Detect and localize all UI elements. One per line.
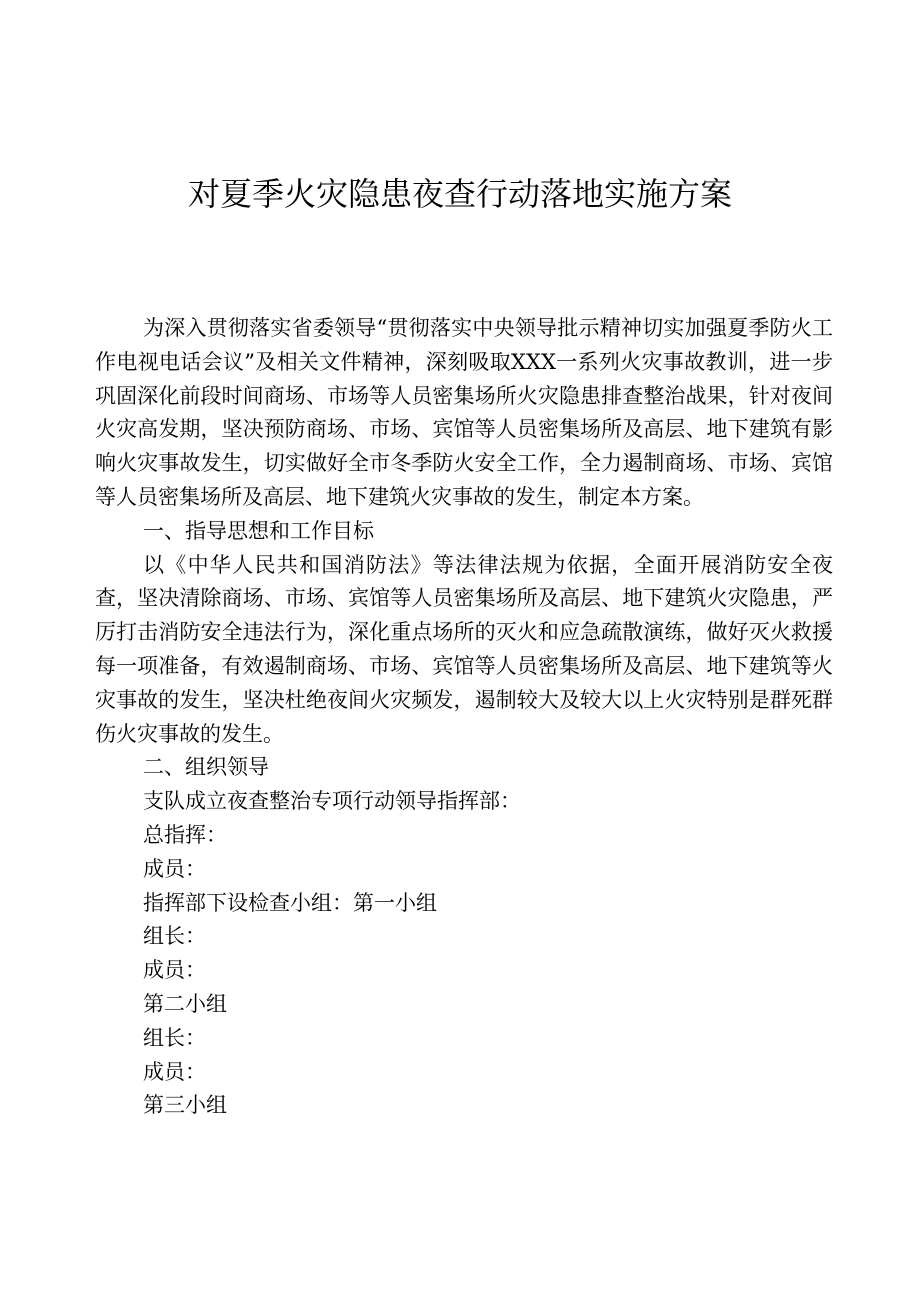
document-title: 对夏季火灾隐患夜查行动落地实施方案 bbox=[187, 175, 732, 213]
org-line-commander: 总指挥： bbox=[143, 822, 227, 847]
org-line-group-2-leader: 组长： bbox=[143, 1025, 206, 1050]
org-line-command-center: 支队成立夜查整治专项行动领导指挥部： bbox=[143, 789, 521, 814]
section-1-heading: 一、指导思想和工作目标 bbox=[143, 518, 374, 543]
org-line-group-3: 第三小组 bbox=[143, 1093, 227, 1118]
intro-paragraph: 为深入贯彻落实省委领导“贯彻落实中央领导批示精神切实加强夏季防火工作电视电话会议”及相关文件精神，深刻吸取XXX一系列火灾事故教训，进一步巩固深化前段时间商场、市场等人员密集场所火灾隐患排查整治战果，针对夜间火灾高发期，坚决预防商场、市场、宾馆等人员密集场所及高层、地下建筑有影响火灾事故发生，切实做好全市冬季防火安全工作，全力遏制商场、市场、宾馆等人员密集场所及高层、地下建筑火灾事故的发生，制定本方案。 bbox=[95, 316, 833, 509]
org-line-members: 成员： bbox=[143, 856, 206, 881]
document-body bbox=[95, 312, 833, 1123]
org-line-group-1: 指挥部下设检查小组：第一小组 bbox=[143, 890, 437, 915]
org-line-group-2: 第二小组 bbox=[143, 991, 227, 1016]
org-line-group-2-members: 成员： bbox=[143, 1059, 206, 1084]
section-1-paragraph: 以《中华人民共和国消防法》等法律法规为依据，全面开展消防安全夜查，坚决清除商场、市场、宾馆等人员密集场所及高层、地下建筑火灾隐患，严厉打击消防安全违法行为，深化重点场所的灭火和应急疏散演练，做好灭火救援每一项准备，有效遏制商场、市场、宾馆等人员密集场所及高层、地下建筑等火灾事故的发生，坚决杜绝夜间火灾频发，遏制较大及较大以上火灾特别是群死群伤火灾事故的发生。 bbox=[95, 552, 833, 746]
section-2-heading: 二、组织领导 bbox=[143, 755, 269, 780]
org-line-group-1-members: 成员： bbox=[143, 958, 206, 983]
org-line-group-1-leader: 组长： bbox=[143, 924, 206, 949]
